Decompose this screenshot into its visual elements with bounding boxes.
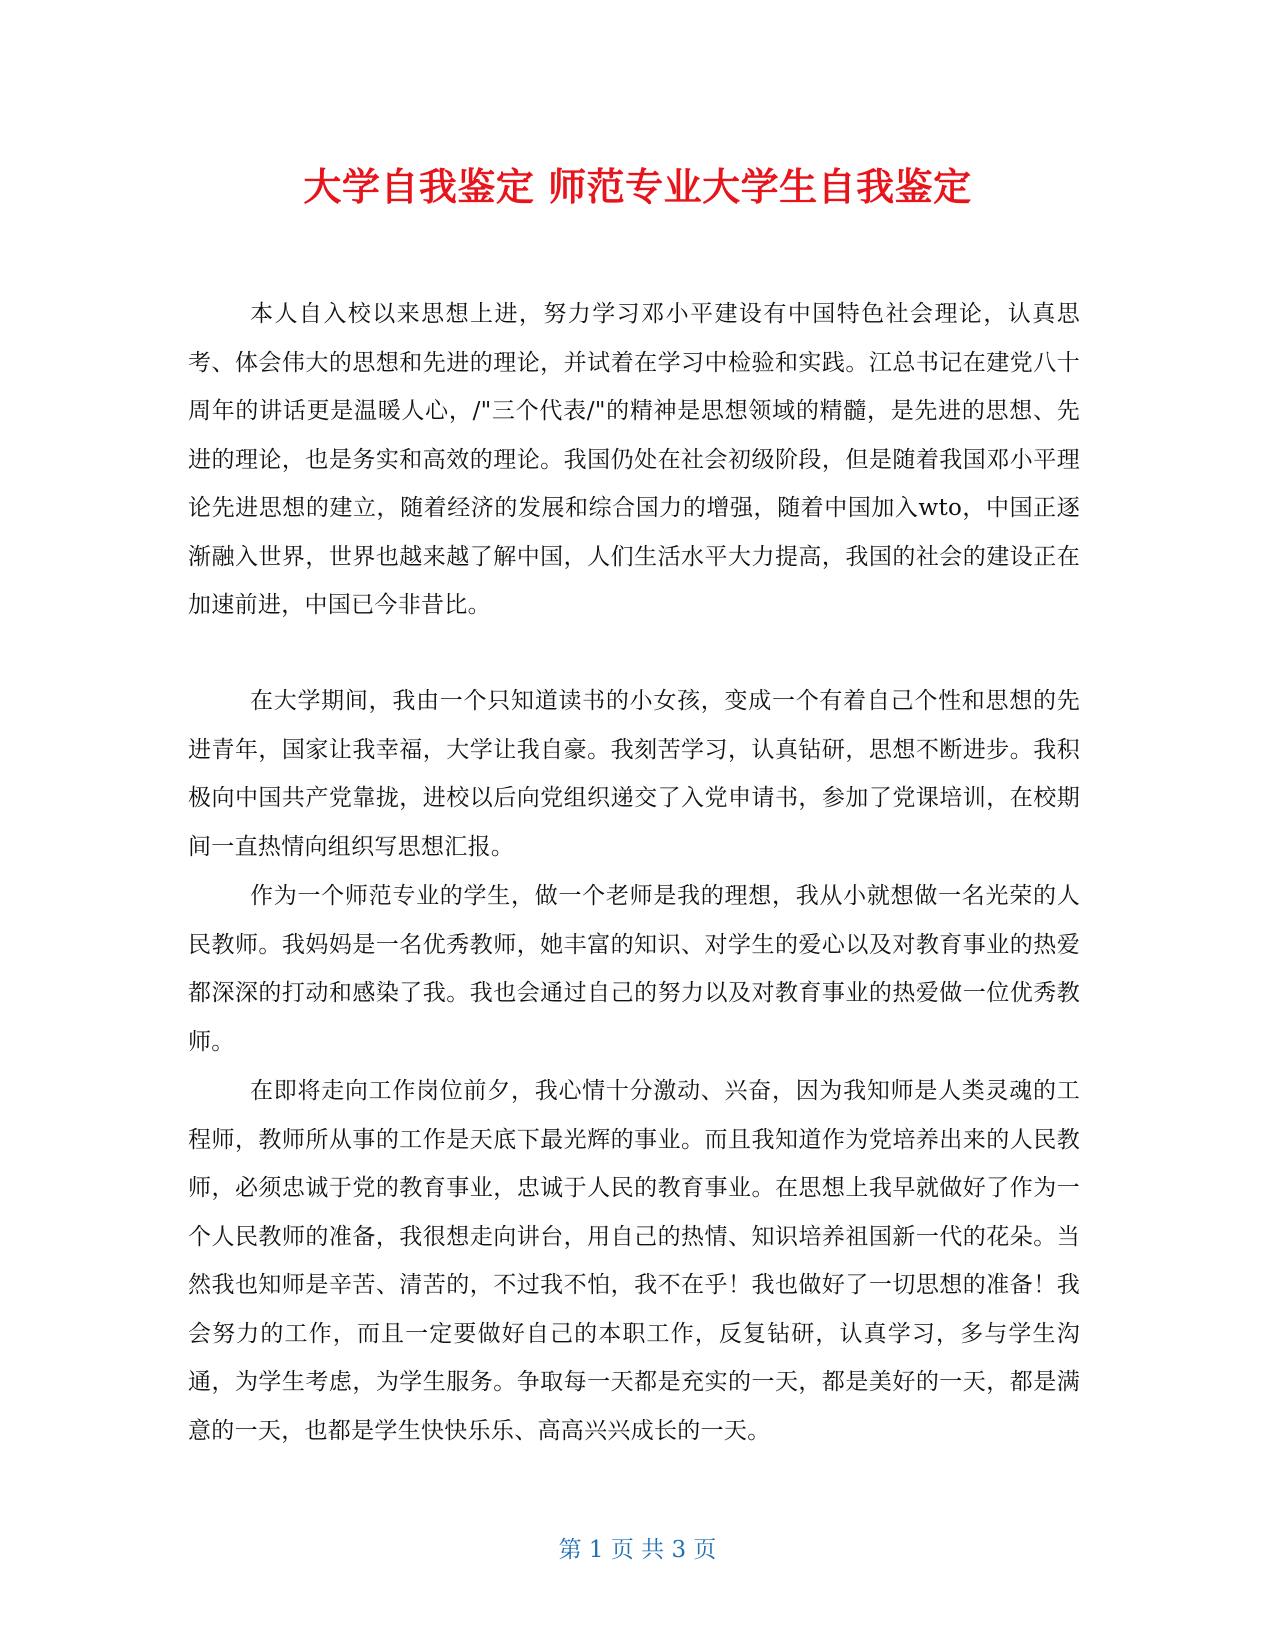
paragraph-1: 本人自入校以来思想上进，努力学习邓小平建设有中国特色社会理论，认真思考、体会伟大的思想和先进的理论，并试着在学习中检验和实践。江总书记在建党八十周年的讲话更是温暖人心，/"三个代表/"的精神是思想领域的精髓，是先进的思想、先进的理论，也是务实和高效的理论。我国仍处在社会初级阶段，但是随着我国邓小平理论先进思想的建立，随着经济的发展和综合国力的增强，随着中国加入wto，中国正逐渐融入世界，世界也越来越了解中国，人们生活水平大力提高，我国的社会的建设正在加速前进，中国已今非昔比。 (188, 301, 1080, 618)
paragraph-2: 在大学期间，我由一个只知道读书的小女孩，变成一个有着自己个性和思想的先进青年，国家让我幸福，大学让我自豪。我刻苦学习，认真钻研，思想不断进步。我积极向中国共产党靠拢，进校以后向党组织递交了入党申请书，参加了党课培训，在校期间一直热情向组织写思想汇报。 (188, 688, 1080, 860)
paragraph-3: 作为一个师范专业的学生，做一个老师是我的理想，我从小就想做一名光荣的人民教师。我妈妈是一名优秀教师，她丰富的知识、对学生的爱心以及对教育事业的热爱都深深的打动和感染了我。我也会通过自己的努力以及对教育事业的热爱做一位优秀教师。 (188, 883, 1080, 1055)
page-number-footer: 第 1 页 共 3 页 (558, 1537, 717, 1563)
paragraph-4: 在即将走向工作岗位前夕，我心情十分激动、兴奋，因为我知师是人类灵魂的工程师，教师所从事的工作是天底下最光辉的事业。而且我知道作为党培养出来的人民教师，必须忠诚于党的教育事业，忠诚于人民的教育事业。在思想上我早就做好了作为一个人民教师的准备，我很想走向讲台，用自己的热情、知识培养祖国新一代的花朵。当然我也知师是辛苦、清苦的，不过我不怕，我不在乎！我也做好了一切思想的准备！我会努力的工作，而且一定要做好自己的本职工作，反复钻研，认真学习，多与学生沟通，为学生考虑，为学生服务。争取每一天都是充实的一天，都是美好的一天，都是满意的一天，也都是学生快快乐乐、高高兴兴成长的一天。 (188, 1078, 1080, 1444)
document-title: 大学自我鉴定 师范专业大学生自我鉴定 (303, 165, 972, 209)
